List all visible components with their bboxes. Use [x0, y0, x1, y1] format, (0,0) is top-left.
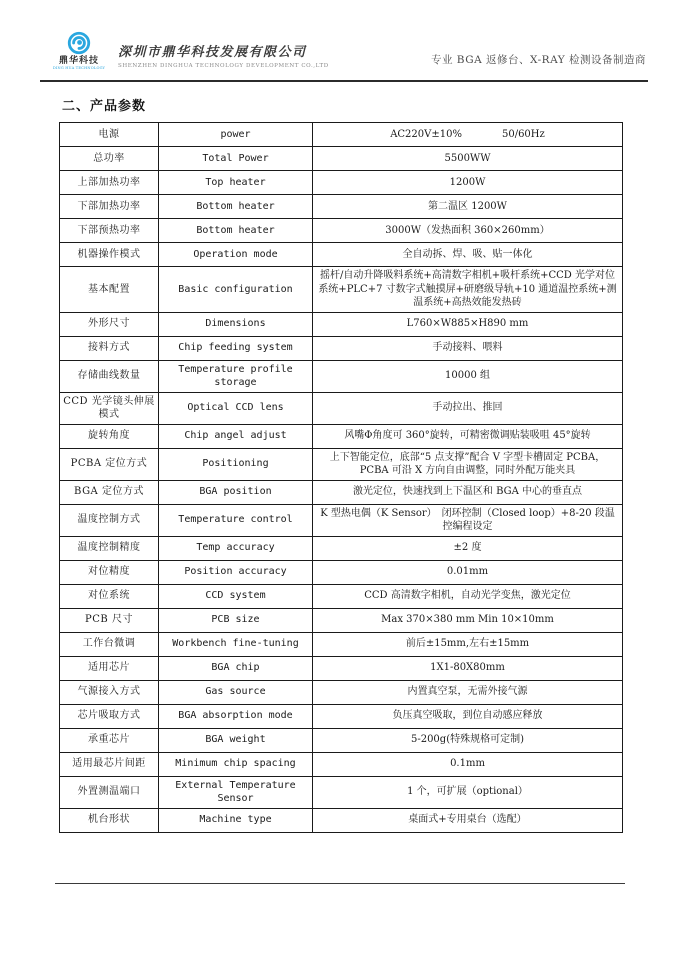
cell-name-cn: 承重芯片	[60, 728, 159, 752]
table-row	[60, 195, 623, 219]
cell-name-cn: 工作台微调	[60, 632, 159, 656]
cell-value: 内置真空泵，无需外接气源	[313, 680, 623, 704]
cell-name-cn: 适用最芯片间距	[60, 752, 159, 776]
cell-name-en: External Temperature Sensor	[159, 776, 313, 808]
cell-name-cn: 芯片吸取方式	[60, 704, 159, 728]
cell-value: 风嘴Φ角度可 360°旋转，可精密微调贴装吸咀 45°旋转	[313, 424, 623, 448]
cell-name-cn: 接料方式	[60, 336, 159, 360]
table-row	[60, 312, 623, 336]
cell-name-cn: 存储曲线数量	[60, 360, 159, 392]
cell-value: 1200W	[313, 171, 623, 195]
header	[40, 30, 648, 78]
table-row	[60, 680, 623, 704]
header-divider	[40, 80, 648, 82]
cell-value: 上下智能定位，底部“5 点支撑”配合 V 字型卡槽固定 PCBA，PCBA 可沿 X 方向自由调整，同时外配万能夹具	[313, 448, 623, 480]
cell-name-en: CCD system	[159, 584, 313, 608]
section-title: 二、产品参数	[62, 99, 147, 114]
cell-name-en: Total Power	[159, 147, 313, 171]
cell-name-en: Chip feeding system	[159, 336, 313, 360]
cell-value: 激光定位，快速找到上下温区和 BGA 中心的垂直点	[313, 480, 623, 504]
cell-name-en: power	[159, 123, 313, 147]
cell-value: 10000 组	[313, 360, 623, 392]
cell-name-cn: 外置测温端口	[60, 776, 159, 808]
table-row	[60, 704, 623, 728]
cell-name-cn: BGA 定位方式	[60, 480, 159, 504]
table-row	[60, 448, 623, 480]
cell-value: 5-200g(特殊规格可定制)	[313, 728, 623, 752]
cell-value: 0.1mm	[313, 752, 623, 776]
header-slogan: 专业 BGA 返修台、X-RAY 检测设备制造商	[430, 54, 646, 66]
cell-name-cn: CCD 光学镜头伸展模式	[60, 392, 159, 424]
cell-name-en: Minimum chip spacing	[159, 752, 313, 776]
table-row	[60, 480, 623, 504]
table-row	[60, 608, 623, 632]
cell-name-en: Machine type	[159, 808, 313, 832]
cell-name-en: BGA chip	[159, 656, 313, 680]
cell-value: CCD 高清数字相机，自动光学变焦，激光定位	[313, 584, 623, 608]
cell-name-en: Temperature profile storage	[159, 360, 313, 392]
cell-value: 前后±15mm,左右±15mm	[313, 632, 623, 656]
cell-value: ±2 度	[313, 536, 623, 560]
cell-value: Max 370×380 mm Min 10×10mm	[313, 608, 623, 632]
cell-value: 0.01mm	[313, 560, 623, 584]
cell-value: AC220V±10% 50/60Hz	[313, 123, 623, 147]
table-row	[60, 776, 623, 808]
table-row	[60, 147, 623, 171]
table-row	[60, 424, 623, 448]
table-row	[60, 504, 623, 536]
cell-name-en: Workbench fine-tuning	[159, 632, 313, 656]
cell-name-cn: PCB 尺寸	[60, 608, 159, 632]
company-logo	[48, 30, 110, 71]
footer-divider	[55, 883, 625, 884]
cell-value: 手动拉出、推回	[313, 392, 623, 424]
cell-name-cn: 基本配置	[60, 267, 159, 313]
cell-name-cn: 温度控制精度	[60, 536, 159, 560]
company-name-cn: 深圳市鼎华科技发展有限公司	[118, 45, 307, 60]
cell-name-en: Position accuracy	[159, 560, 313, 584]
cell-value: 5500WW	[313, 147, 623, 171]
cell-name-en: Temperature control	[159, 504, 313, 536]
cell-name-en: Chip angel adjust	[159, 424, 313, 448]
cell-name-en: BGA position	[159, 480, 313, 504]
cell-name-en: Temp accuracy	[159, 536, 313, 560]
cell-name-cn: 外形尺寸	[60, 312, 159, 336]
cell-value: 手动接料、喂料	[313, 336, 623, 360]
table-row	[60, 360, 623, 392]
table-row	[60, 123, 623, 147]
table-row	[60, 560, 623, 584]
table-row	[60, 536, 623, 560]
cell-name-cn: 机台形状	[60, 808, 159, 832]
cell-name-cn: 下部预热功率	[60, 219, 159, 243]
table-row	[60, 171, 623, 195]
brand-name: 鼎华科技	[58, 56, 99, 66]
table-row	[60, 392, 623, 424]
table-row	[60, 656, 623, 680]
table-row	[60, 728, 623, 752]
table-row	[60, 219, 623, 243]
cell-value: 负压真空吸取，到位自动感应释放	[313, 704, 623, 728]
cell-value: 全自动拆、焊、吸、贴一体化	[313, 243, 623, 267]
cell-name-en: Top heater	[159, 171, 313, 195]
cell-name-en: Bottom heater	[159, 219, 313, 243]
cell-value: L760×W885×H890 mm	[313, 312, 623, 336]
cell-name-en: Gas source	[159, 680, 313, 704]
cell-value: 桌面式+专用桌台（选配）	[313, 808, 623, 832]
table-row	[60, 632, 623, 656]
cell-name-en: Optical CCD lens	[159, 392, 313, 424]
cell-name-cn: 机器操作模式	[60, 243, 159, 267]
cell-name-cn: 适用芯片	[60, 656, 159, 680]
cell-name-en: Basic configuration	[159, 267, 313, 313]
table-row	[60, 808, 623, 832]
cell-name-en: BGA weight	[159, 728, 313, 752]
table-row	[60, 336, 623, 360]
cell-name-en: Bottom heater	[159, 195, 313, 219]
cell-name-en: Operation mode	[159, 243, 313, 267]
cell-name-cn: 旋转角度	[60, 424, 159, 448]
cell-name-en: Positioning	[159, 448, 313, 480]
cell-name-cn: 气源接入方式	[60, 680, 159, 704]
cell-name-cn: 温度控制方式	[60, 504, 159, 536]
cell-value: 第二温区 1200W	[313, 195, 623, 219]
dinghua-swirl-icon	[66, 30, 92, 56]
cell-name-en: BGA absorption mode	[159, 704, 313, 728]
cell-value: K 型热电偶（K Sensor） 闭环控制（Closed loop）+8-20 段温控编程设定	[313, 504, 623, 536]
cell-value: 摇杆/自动升降吸料系统+高清数字相机+吸杆系统+CCD 光学对位系统+PLC+7 寸数字式触摸屏+研磨级导轨+10 通道温控系统+测温系统+高热效能发热砖	[313, 267, 623, 313]
table-row	[60, 752, 623, 776]
cell-name-cn: 电源	[60, 123, 159, 147]
cell-name-cn: 对位精度	[60, 560, 159, 584]
cell-name-cn: 总功率	[60, 147, 159, 171]
company-name-en: SHENZHEN DINGHUA TECHNOLOGY DEVELOPMENT CO.,LTD	[118, 63, 329, 69]
cell-value: 3000W（发热面积 360×260mm）	[313, 219, 623, 243]
spec-table	[59, 122, 623, 833]
cell-name-cn: 上部加热功率	[60, 171, 159, 195]
cell-value: 1X1-80X80mm	[313, 656, 623, 680]
cell-name-en: PCB size	[159, 608, 313, 632]
table-row	[60, 243, 623, 267]
cell-name-cn: 对位系统	[60, 584, 159, 608]
brand-tagline: DING HUA TECHNOLOGY	[52, 65, 106, 70]
cell-value: 1 个，可扩展（optional）	[313, 776, 623, 808]
table-row	[60, 267, 623, 313]
cell-name-cn: 下部加热功率	[60, 195, 159, 219]
cell-name-cn: PCBA 定位方式	[60, 448, 159, 480]
cell-name-en: Dimensions	[159, 312, 313, 336]
company-name-block	[118, 41, 329, 69]
spec-table-container	[59, 122, 622, 833]
table-row	[60, 584, 623, 608]
